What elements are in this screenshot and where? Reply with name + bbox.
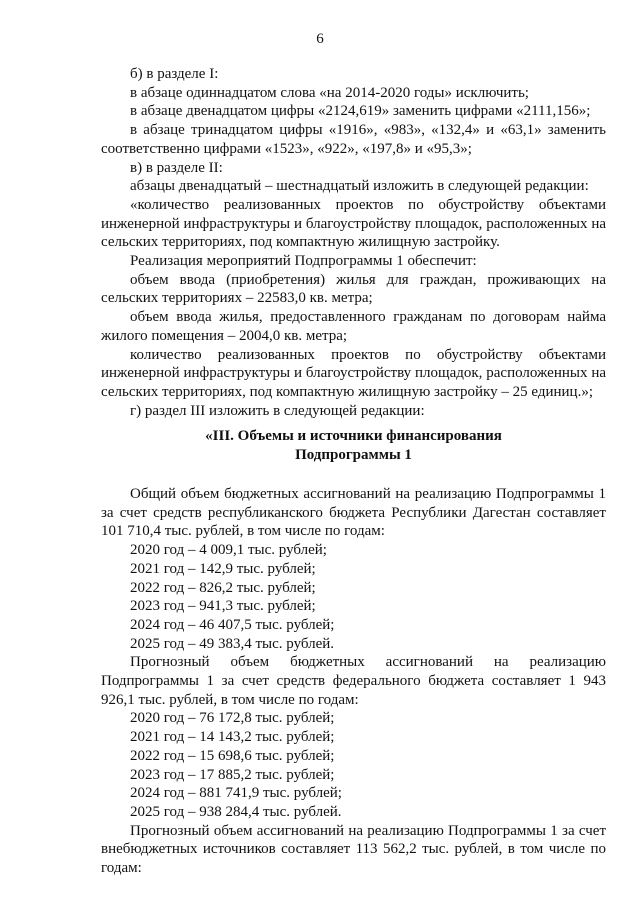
year-amount-line: 2022 год – 826,2 тыс. рублей; (130, 579, 316, 596)
regional-budget-intro: Общий объем бюджетных ассигнований на реализацию Подпрограммы 1 за счет средств республиканского бюджета Республики Дагестан составляет 101 710,4 тыс. рублей, в том числе по годам: (101, 486, 606, 540)
paragraph: количество реализованных проектов по обустройству объектами инженерной инфраструктуры и благоустройству площадок, расположенных на сельских территориях, под компактную жилищную застройку – 25 единиц.»; (101, 346, 606, 400)
paragraph: объем ввода жилья, предоставленного гражданам по договорам найма жилого помещения – 2004,0 кв. метра; (101, 309, 606, 344)
year-amount-line: 2023 год – 17 885,2 тыс. рублей; (130, 766, 335, 783)
heading-line: «III. Объемы и источники финансирования (205, 428, 502, 444)
financing-section (101, 485, 606, 878)
year-amount-line: 2021 год – 14 143,2 тыс. рублей; (130, 729, 335, 746)
year-amount-line: 2024 год – 881 741,9 тыс. рублей; (130, 785, 342, 802)
year-amount-line: 2024 год – 46 407,5 тыс. рублей; (130, 616, 335, 633)
paragraph: абзацы двенадцатый – шестнадцатый изложить в следующей редакции: (130, 178, 589, 195)
section-heading (101, 427, 606, 465)
year-amount-line: 2022 год – 15 698,6 тыс. рублей; (130, 747, 335, 764)
paragraph: г) раздел III изложить в следующей редакции: (130, 402, 425, 419)
extrabudgetary-intro: Прогнозный объем ассигнований на реализацию Подпрограммы 1 за счет внебюджетных источников составляет 113 562,2 тыс. рублей, в том числе по годам: (101, 822, 606, 877)
amendments-section (101, 65, 606, 420)
year-amount-line: 2021 год – 142,9 тыс. рублей; (130, 560, 316, 577)
heading-line: Подпрограммы 1 (295, 447, 412, 463)
page-number: 6 (316, 31, 324, 47)
year-amount-line: 2025 год – 938 284,4 тыс. рублей. (130, 803, 342, 820)
paragraph: «количество реализованных проектов по обустройству объектами инженерной инфраструктуры и благоустройству площадок, расположенных на сельских территориях, под компактную жилищную застройку. (101, 196, 606, 251)
paragraph: в) в разделе II: (130, 159, 223, 176)
paragraph: в абзаце одиннадцатом слова «на 2014-2020 годы» исключить; (130, 84, 529, 101)
year-amount-line: 2020 год – 4 009,1 тыс. рублей; (130, 542, 327, 559)
year-amount-line: 2020 год – 76 172,8 тыс. рублей; (130, 710, 335, 727)
paragraph: в абзаце тринадцатом цифры «1916», «983», «132,4» и «63,1» заменить соответственно цифрами «1523», «922», «197,8» и «95,3»; (101, 122, 606, 157)
paragraph: объем ввода (приобретения) жилья для граждан, проживающих на сельских территориях – 22583,0 кв. метра; (101, 271, 606, 307)
year-amount-line: 2023 год – 941,3 тыс. рублей; (130, 598, 316, 615)
paragraph: Реализация мероприятий Подпрограммы 1 обеспечит: (130, 253, 477, 270)
year-amount-line: 2025 год – 49 383,4 тыс. рублей. (130, 635, 335, 652)
federal-budget-intro: Прогнозный объем бюджетных ассигнований на реализацию Подпрограммы 1 за счет средств федерального бюджета составляет 1 943 926,1 тыс. рублей, в том числе по годам: (101, 654, 606, 708)
paragraph: в абзаце двенадцатом цифры «2124,619» заменить цифрами «2111,156»; (130, 103, 591, 120)
paragraph: б) в разделе I: (130, 66, 219, 82)
